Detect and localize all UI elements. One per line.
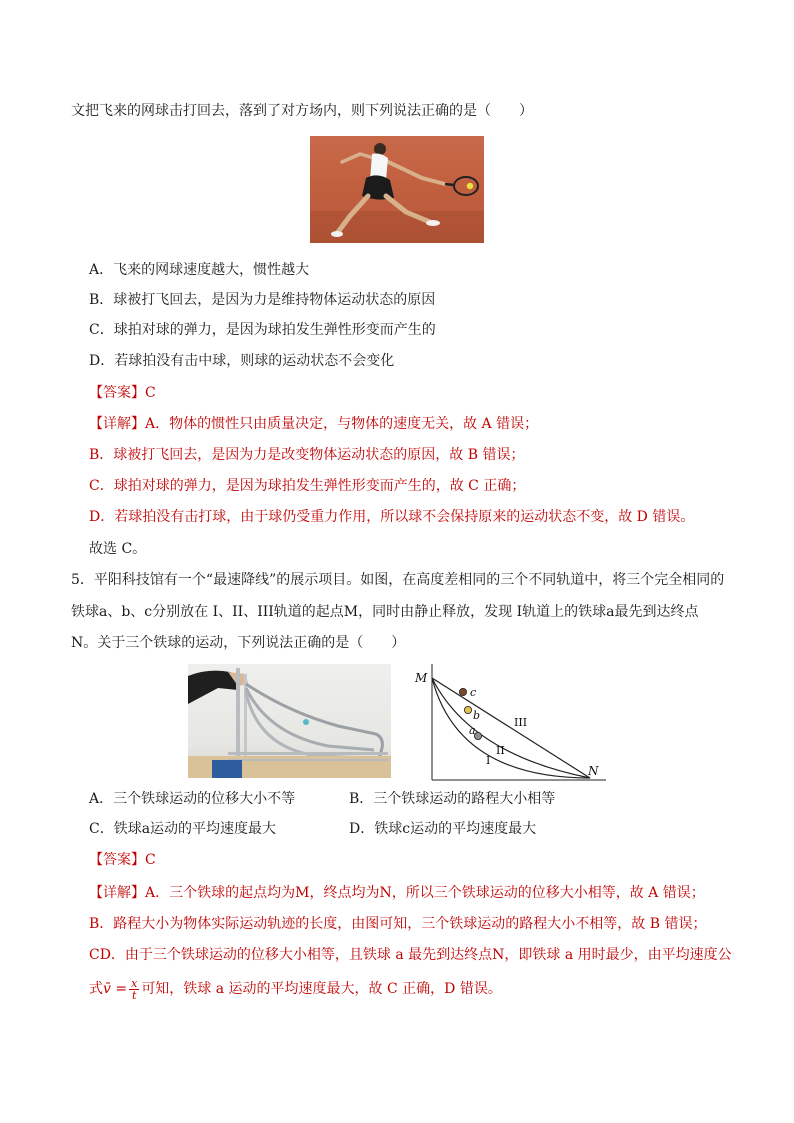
label-b: b — [473, 709, 481, 722]
q5-detail-3: CD．由于三个铁球运动的位移大小相等，且铁球 a 最先到达终点N，即铁球 a 用时最少，由平均速度公 — [89, 947, 732, 963]
q5-stem-1: 5．平阳科技馆有一个“最速降线”的展示项目。如图，在高度差相同的三个不同轨道中，将三个完全相同的 — [71, 572, 725, 588]
label-track-i: I — [486, 754, 491, 767]
q4-option-d: D．若球拍没有击中球，则球的运动状态不会变化 — [89, 353, 395, 369]
formula-lhs: v̄ = — [103, 981, 128, 997]
label-n: N — [588, 764, 599, 778]
q4-detail-2: B．球被打飞回去，是因为力是改变物体运动状态的原因，故 B 错误； — [89, 447, 525, 463]
q5-detail-tag: 【详解】 — [89, 885, 145, 901]
q4-answer: C — [145, 385, 156, 401]
q5-option-b: B．三个铁球运动的路程大小相等 — [349, 791, 556, 807]
q5-detail-4: 式v̄ = $\frac{x}{t}$ 可知，铁球 a 运动的平均速度最大，故 C 正确，D 错误。 — [89, 976, 502, 1002]
q5-detail-2: B．路程大小为物体实际运动轨迹的长度，由图可知，三个铁球运动的路程大小不相等，故 B 错误； — [89, 916, 707, 932]
formula-fraction: $\frac{x}{t}$ — [131, 976, 138, 1002]
ball-b — [464, 706, 471, 713]
track-photo — [188, 664, 391, 778]
q4-detail-1: 【详解】A．物体的惯性只由质量决定，与物体的速度无关，故 A 错误； — [89, 416, 539, 432]
q4-answer-line — [89, 383, 156, 403]
tennis-photo — [310, 136, 484, 243]
q4-stem: 文把飞来的网球击打回去，落到了对方场内，则下列说法正确的是（ ） — [71, 103, 533, 119]
label-a: a — [469, 724, 476, 737]
q5-answer-line — [89, 850, 156, 870]
q5-option-c: C．铁球a运动的平均速度最大 — [89, 821, 277, 837]
q5-detail-1: 【详解】A．三个铁球的起点均为M，终点均为N，所以三个铁球运动的位移大小相等，故 A 错误； — [89, 885, 705, 901]
q4-conclusion: 故选 C。 — [89, 541, 147, 557]
q5-stem-3: N。关于三个铁球的运动，下列说法正确的是（ ） — [71, 635, 406, 651]
q4-option-b: B．球被打飞回去，是因为力是维持物体运动状态的原因 — [89, 292, 436, 308]
ball-c — [459, 688, 466, 695]
q5-option-d: D．铁球c运动的平均速度最大 — [349, 821, 537, 837]
q5-stem-2: 铁球a、b、c分别放在 I、II、III轨道的起点M，同时由静止释放，发现 I轨道上的铁球a最先到达终点 — [71, 604, 699, 620]
q4-detail-tag: 【详解】 — [89, 416, 145, 432]
label-track-iii: III — [514, 716, 528, 729]
q4-answer-tag: 【答案】 — [89, 385, 145, 401]
q4-option-c: C．球拍对球的弹力，是因为球拍发生弹性形变而产生的 — [89, 322, 436, 338]
brachistochrone-diagram — [410, 662, 608, 782]
label-c: c — [470, 686, 477, 699]
q5-option-a: A．三个铁球运动的位移大小不等 — [89, 791, 296, 807]
q5-answer: C — [145, 852, 156, 868]
q5-answer-tag: 【答案】 — [89, 852, 145, 868]
label-m: M — [415, 671, 428, 685]
q4-option-a: A．飞来的网球速度越大，惯性越大 — [89, 262, 310, 278]
q4-detail-3: C．球拍对球的弹力，是因为球拍发生弹性形变而产生的，故 C 正确； — [89, 478, 526, 494]
q4-detail-4: D．若球拍没有击打球，由于球仍受重力作用，所以球不会保持原来的运动状态不变，故 D 错误。 — [89, 509, 695, 525]
label-track-ii: II — [496, 744, 505, 757]
